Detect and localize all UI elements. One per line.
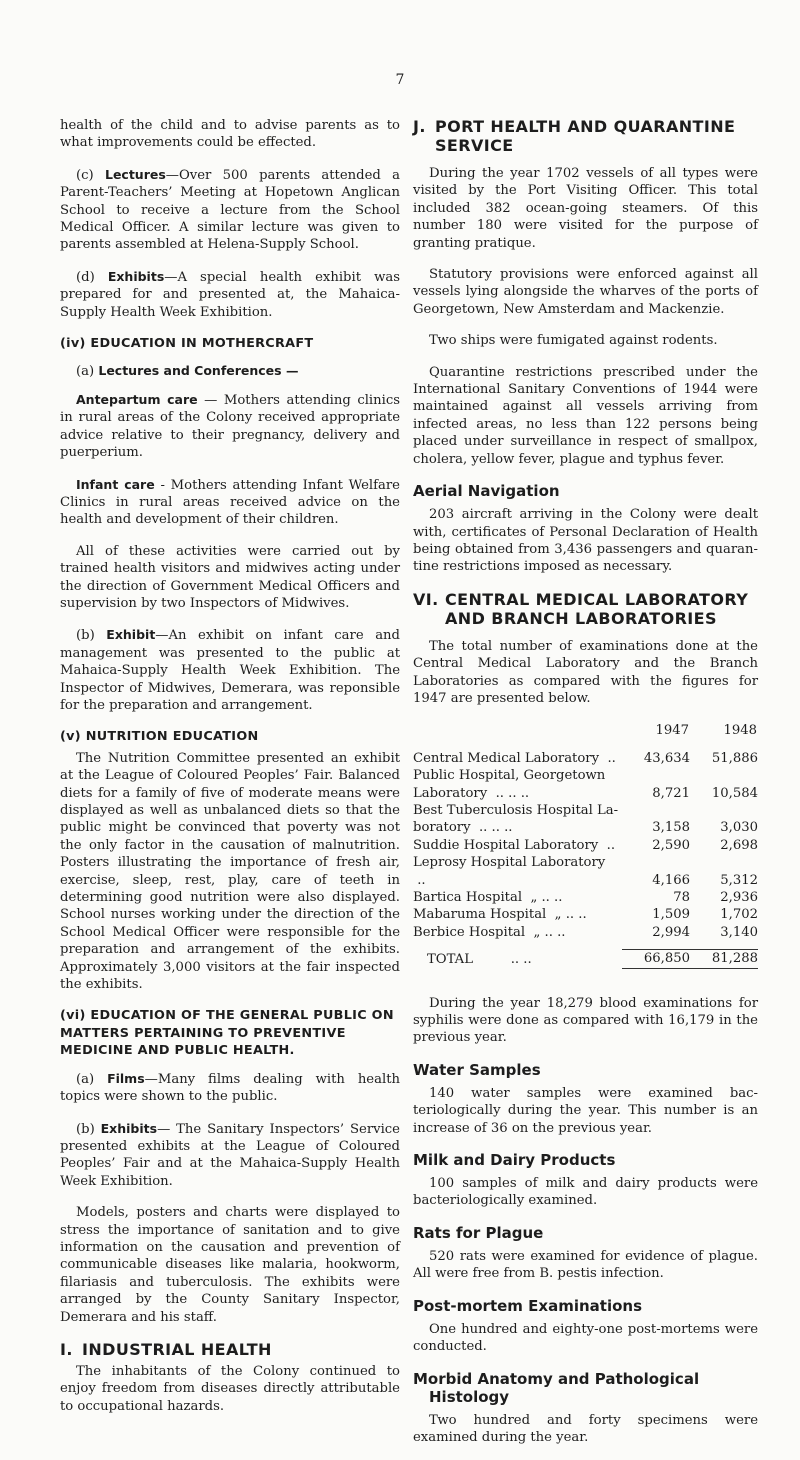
lectures-text: —Over 500 parents attended a Parent-Teachers’ Meeting at Hopetown Anglican School to receive a lecture from the School Medical Officer. A similar lecture was given to parents assembled at Helena-Supply School. [60,167,400,253]
section-number: (iv) [60,336,86,352]
table-header-row [413,721,758,749]
heading-aerial-navigation: Aerial Navigation [413,482,560,501]
table-row [413,767,758,802]
paragraph-child-health: health of the child and to advise parents as to what improvements could be effected. [60,118,400,151]
heading-post-mortem: Post-mortem Examinations [413,1296,642,1315]
column-header-1948: 1948 [723,723,757,739]
table-row [413,837,758,854]
paragraph-antepartum [60,391,400,462]
section-heading-nutrition [60,728,400,745]
item-label: (a) [76,1071,95,1087]
value-1947: 3,158 [652,820,690,836]
table-rule [413,968,758,975]
antepartum-text: — Mothers attending clinics in rural areas of the Colony received appropriate advice relative to their pregnancy, delivery and puerperium. [60,392,401,461]
exhibit-heading: Exhibit [106,627,156,643]
section-heading-port-health [413,117,758,155]
section-title-continued: SERVICE [435,136,514,155]
section-number: VI. [413,589,439,609]
table-row [413,750,758,767]
exhibit-text: —An exhibit on infant care and management was presented to the public at Mahaica-Supply Health Week Exhibition. The Inspector of Midwives, Demerara, was reponsible for the preparation and arrangement. [60,628,400,713]
antepartum-heading: Antepartum care [76,391,198,407]
paragraph-lectures [60,166,400,254]
value-1947: 4,166 [652,872,690,888]
heading-rats-plague: Rats for Plague [413,1223,544,1242]
paragraph-infant-care [60,476,400,529]
value-1947: 78 [673,890,690,905]
item-label: (d) [76,269,95,285]
table-row [413,889,758,906]
paragraph-milk: 100 samples of milk and dairy products were bacteriologically examined. [413,1176,758,1209]
sanitary-exhibits-text: — The Sanitary Inspectors’ Service presented exhibits at the League of Coloured Peoples’ Fair and at the Mahaica-Supply Health Week Exhibition. [60,1121,400,1189]
value-1948: 51,886 [711,750,758,766]
paragraph-sanitary-exhibits [60,1120,400,1191]
paragraph-models: Models, posters and charts were displayed to stress the importance of sanitation and to give information on the causation and prevention of communicable diseases like malaria, hookworm, filariasis and tuberculosis. The exhibits were arranged by the County Sanitary Inspector, Demerara and his staff. [60,1205,400,1325]
heading-line: Morbid Anatomy and Pathological [413,1369,700,1388]
paragraph-blood: During the year 18,279 blood examinations for syphilis were done as compared with 16,179 in the previous year. [413,995,758,1046]
paragraph-lab-intro: The total number of examinations done at the Central Medical Laboratory and the Branch Laboratories as compared with the figures for 1947 are presented below. [413,638,758,706]
section-heading-public-education [60,1007,400,1059]
table-rule [413,941,758,950]
lab-name: Mabaruma Hospital „ .. .. [413,907,587,923]
paragraph-vessels: During the year 1702 vessels of all types were visited by the Port Visiting Officer. This total included 382 ocean-going steamers. Of this number 180 were visited for the purpose of granting pratique. [413,166,758,251]
paragraph-post-mortem: One hundred and eighty-one post-mortems were conducted. [413,1321,758,1355]
value-1947: 2,994 [652,924,690,940]
heading-water-samples: Water Samples [413,1060,541,1079]
sanitary-exhibits-heading: Exhibits [100,1120,158,1136]
table-row [413,924,758,941]
heading-line: Histology [429,1387,510,1406]
section-title: PORT HEALTH AND QUARANTINE [435,117,736,136]
total-label: TOTAL .. .. [427,951,532,967]
films-text: —Many films dealing with health topics were shown to the public. [60,1071,400,1105]
paragraph-aerial: 203 aircraft arriving in the Colony were dealt with, certificates of Personal Declaration of Health being obtained from 3,436 passengers and quarantine restrictions imposed as necessary. [413,507,758,575]
table-row [413,906,758,923]
paragraph-exhibits [60,268,400,321]
value-1948: 3,030 [720,820,758,836]
lab-name: Public Hospital, Georgetown Laboratory .. .. .. [413,768,606,801]
infant-care-heading: Infant care [76,476,155,492]
lectures-conferences-heading: Lectures and Conferences — [98,363,299,379]
item-label: (c) [76,167,94,183]
lab-name: Berbice Hospital „ .. .. [413,924,566,940]
paragraph-films [60,1070,400,1106]
paragraph-infant-exhibit [60,626,400,714]
lab-name: Bartica Hospital „ .. .. [413,890,563,905]
section-heading-laboratory [413,590,758,628]
section-title: NUTRITION EDUCATION [85,729,259,745]
lab-name: Best Tuberculosis Hospital La- boratory .. .. .. [413,802,619,836]
item-label: (b) [76,628,95,644]
section-title-continued: AND BRANCH LABORATORIES [445,608,717,628]
section-number: I. [60,1339,73,1359]
section-number: (vi) [60,1008,86,1024]
paragraph-statutory: Statutory provisions were enforced against all vessels lying alongside the wharves of the ports of Georgetown, New Amsterdam and Mackenzie. [413,267,758,317]
section-number: (v) [60,729,81,745]
value-1947: 43,634 [643,750,690,766]
laboratory-table [413,721,758,974]
paragraph-quarantine: Quarantine restrictions prescribed under the International Sanitary Conventions of 1944 were maintained against all vessels arriving from infected areas, no less than 122 persons being placed under surveillance in respect of smallpox, cholera, yellow fever, plague and typhus fever. [413,364,758,467]
total-1947: 66,850 [643,951,690,967]
item-label: (b) [76,1121,95,1137]
paragraph-fumigation: Two ships were fumigated against rodents. [429,333,718,349]
item-label: (a) [76,364,95,380]
paragraph-rats: 520 rats were examined for evidence of plague. All were free from B. pestis infection. [413,1248,758,1282]
paragraph-nutrition: The Nutrition Committee presented an exhibit at the League of Coloured Peoples’ Fair. Balanced diets for a family of five of moderate means were displayed as well as unbalanced diets so that the public might be convinced that poverty was not the only factor in the causation of malnutrition. Posters illustrating the importance of fresh air, exercise, sleep, rest, play, care of teeth in determining good nutrition were also displayed. School nurses working under the direction of the School Medical Officer were responsible for the preparation and arrangement of the exhibits. Approximately 3,000 visitors at the fair inspected the exhibits. [60,750,400,993]
heading-morbid-anatomy [413,1370,758,1406]
value-1948: 2,698 [720,837,758,853]
exhibits-heading: Exhibits [107,268,165,284]
lab-name: Central Medical Laboratory .. [413,750,616,766]
lab-name: Leprosy Hospital Laboratory .. [413,855,606,888]
paragraph-activities: All of these activities were carried out by trained health visitors and midwives acting under the direction of Government Medical Officers and supervision by two Inspectors of Midwives. [60,543,400,611]
section-title: EDUCATION IN MOTHERCRAFT [90,336,314,352]
infant-care-text: - Mothers attending Infant Welfare Clinics in rural areas received advice on the health and development of their children. [60,477,400,528]
column-header-1947: 1947 [655,723,689,739]
value-1947: 1,509 [652,907,690,923]
paragraph-industrial-health: The inhabitants of the Colony continued to enjoy freedom from diseases directly attributable to occupational hazards. [60,1363,400,1414]
films-heading: Films [107,1070,145,1086]
right-column [413,117,758,1460]
value-1948: 10,584 [711,785,758,801]
lectures-heading: Lectures [104,166,166,182]
paragraph-water: 140 water samples were examined bacteriologically during the year. This number is an increase of 36 on the previous year. [413,1085,758,1136]
section-title: INDUSTRIAL HEALTH [82,1339,272,1359]
table-total-row [413,950,758,968]
section-title: CENTRAL MEDICAL LABORATORY [445,589,749,609]
exhibits-text: —A special health exhibit was prepared for and presented at, the Mahaica-Supply Health Week Exhibition. [60,269,400,320]
paragraph-morbid: Two hundred and forty specimens were examined during the year. [413,1412,758,1445]
section-title: EDUCATION OF THE GENERAL PUBLIC ON MATTERS PERTAINING TO PREVENTIVE MEDICINE AND PUBLIC HEALTH. [60,1008,394,1059]
value-1948: 1,702 [720,907,758,923]
page-number: 7 [395,72,405,88]
section-number: J. [413,117,426,136]
table-row [413,802,758,837]
value-1947: 8,721 [652,785,690,801]
lab-name: Suddie Hospital Laboratory .. [413,837,616,853]
left-column [60,117,400,1429]
heading-milk-dairy: Milk and Dairy Products [413,1151,616,1170]
table-row [413,854,758,889]
subheading-lectures-conferences [60,362,400,380]
value-1948: 5,312 [720,872,758,888]
section-heading-mothercraft [60,335,400,352]
value-1947: 2,590 [652,837,690,853]
value-1948: 2,936 [720,890,758,905]
value-1948: 3,140 [720,924,758,940]
total-1948: 81,288 [711,951,758,967]
